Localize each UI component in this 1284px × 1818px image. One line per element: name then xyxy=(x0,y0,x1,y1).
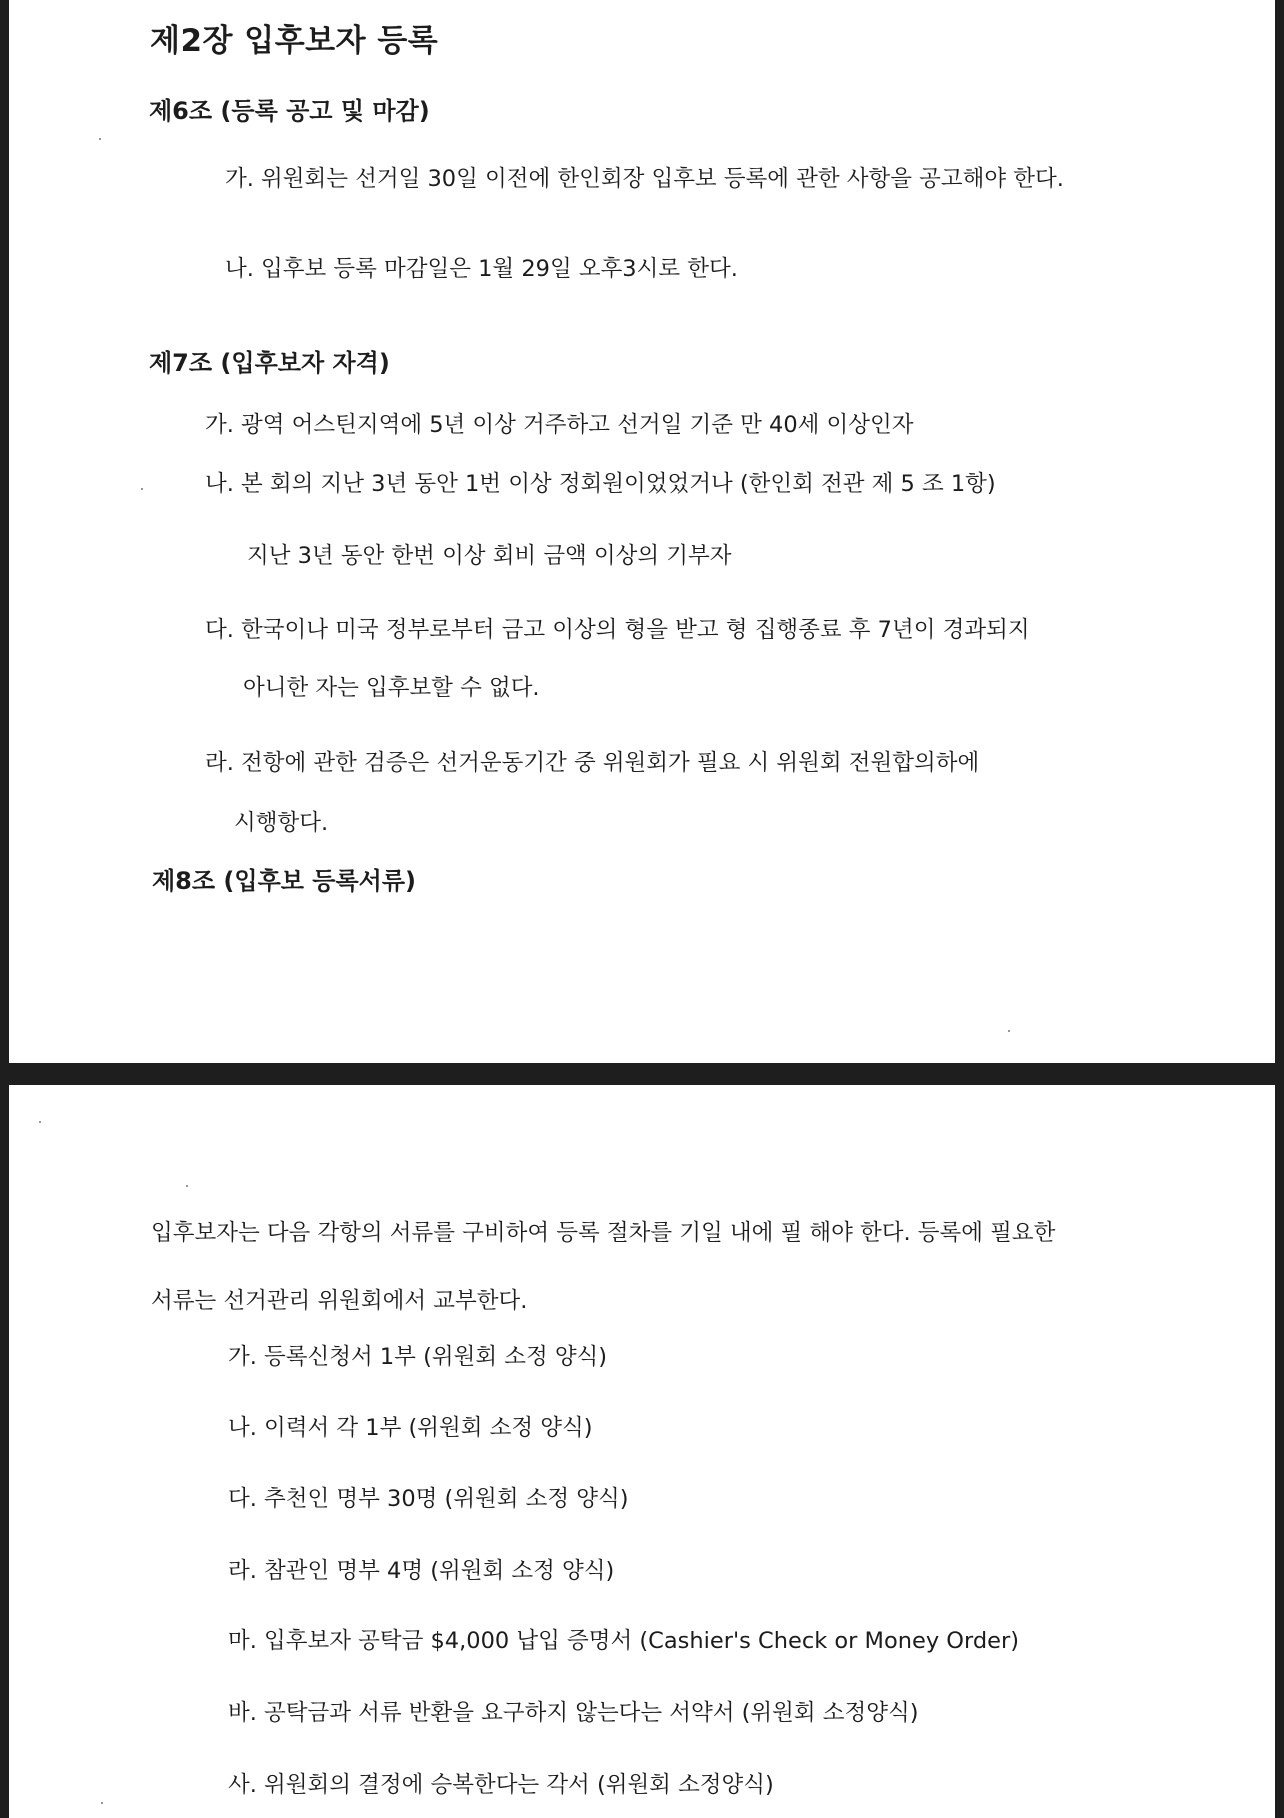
scan-speck xyxy=(1008,1030,1010,1032)
document-page-2 xyxy=(9,1085,1275,1818)
scan-speck xyxy=(186,1185,188,1187)
scan-speck xyxy=(99,138,101,140)
scan-speck xyxy=(39,1121,41,1123)
article-7-item-ga: 가. 광역 어스틴지역에 5년 이상 거주하고 선거일 기준 만 40세 이상인자 xyxy=(205,412,914,438)
article-7-title: 제7조 (입후보자 자격) xyxy=(149,349,390,377)
article-8-item-ra: 라. 참관인 명부 4명 (위원회 소정 양식) xyxy=(228,1558,615,1584)
article-6-title: 제6조 (등록 공고 및 마감) xyxy=(149,97,430,125)
article-8-item-ga: 가. 등록신청서 1부 (위원회 소정 양식) xyxy=(228,1344,608,1370)
scan-speck xyxy=(141,488,143,490)
chapter-title: 제2장 입후보자 등록 xyxy=(150,23,439,59)
article-7-item-na: 나. 본 회의 지난 3년 동안 1번 이상 정회원이었었거나 (한인회 전관 제 5 조 1항) xyxy=(205,471,996,497)
article-7-item-ra: 라. 전항에 관한 검증은 선거운동기간 중 위원회가 필요 시 위원회 전원합의하에 xyxy=(205,750,980,776)
article-8-intro-line-2: 서류는 선거관리 위원회에서 교부한다. xyxy=(151,1288,528,1314)
article-6-item-na: 나. 입후보 등록 마감일은 1월 29일 오후3시로 한다. xyxy=(225,256,738,282)
article-7-item-na-continued: 지난 3년 동안 한번 이상 회비 금액 이상의 기부자 xyxy=(247,543,732,569)
article-8-item-da: 다. 추천인 명부 30명 (위원회 소정 양식) xyxy=(228,1486,629,1512)
article-8-intro-line-1: 입후보자는 다음 각항의 서류를 구비하여 등록 절차를 기일 내에 필 해야 한다. 등록에 필요한 xyxy=(151,1220,1056,1246)
article-7-item-ra-continued: 시행항다. xyxy=(234,810,329,836)
article-6-item-ga: 가. 위원회는 선거일 30일 이전에 한인회장 입후보 등록에 관한 사항을 공고해야 한다. xyxy=(225,166,1064,192)
article-8-item-ma: 마. 입후보자 공탁금 $4,000 납입 증명서 (Cashier's Check or Money Order) xyxy=(228,1628,1020,1654)
article-7-item-da: 다. 한국이나 미국 정부로부터 금고 이상의 형을 받고 형 집행종료 후 7년이 경과되지 xyxy=(205,617,1030,643)
article-8-item-ba: 바. 공탁금과 서류 반환을 요구하지 않는다는 서약서 (위원회 소정양식) xyxy=(228,1700,919,1726)
article-8-item-na: 나. 이력서 각 1부 (위원회 소정 양식) xyxy=(228,1415,593,1441)
article-8-item-sa: 사. 위원회의 결정에 승복한다는 각서 (위원회 소정양식) xyxy=(228,1772,774,1798)
article-7-item-da-continued: 아니한 자는 입후보할 수 없다. xyxy=(243,675,540,701)
article-8-title: 제8조 (입후보 등록서류) xyxy=(152,867,417,895)
scan-speck xyxy=(101,1802,103,1804)
document-page-1 xyxy=(9,0,1275,1063)
